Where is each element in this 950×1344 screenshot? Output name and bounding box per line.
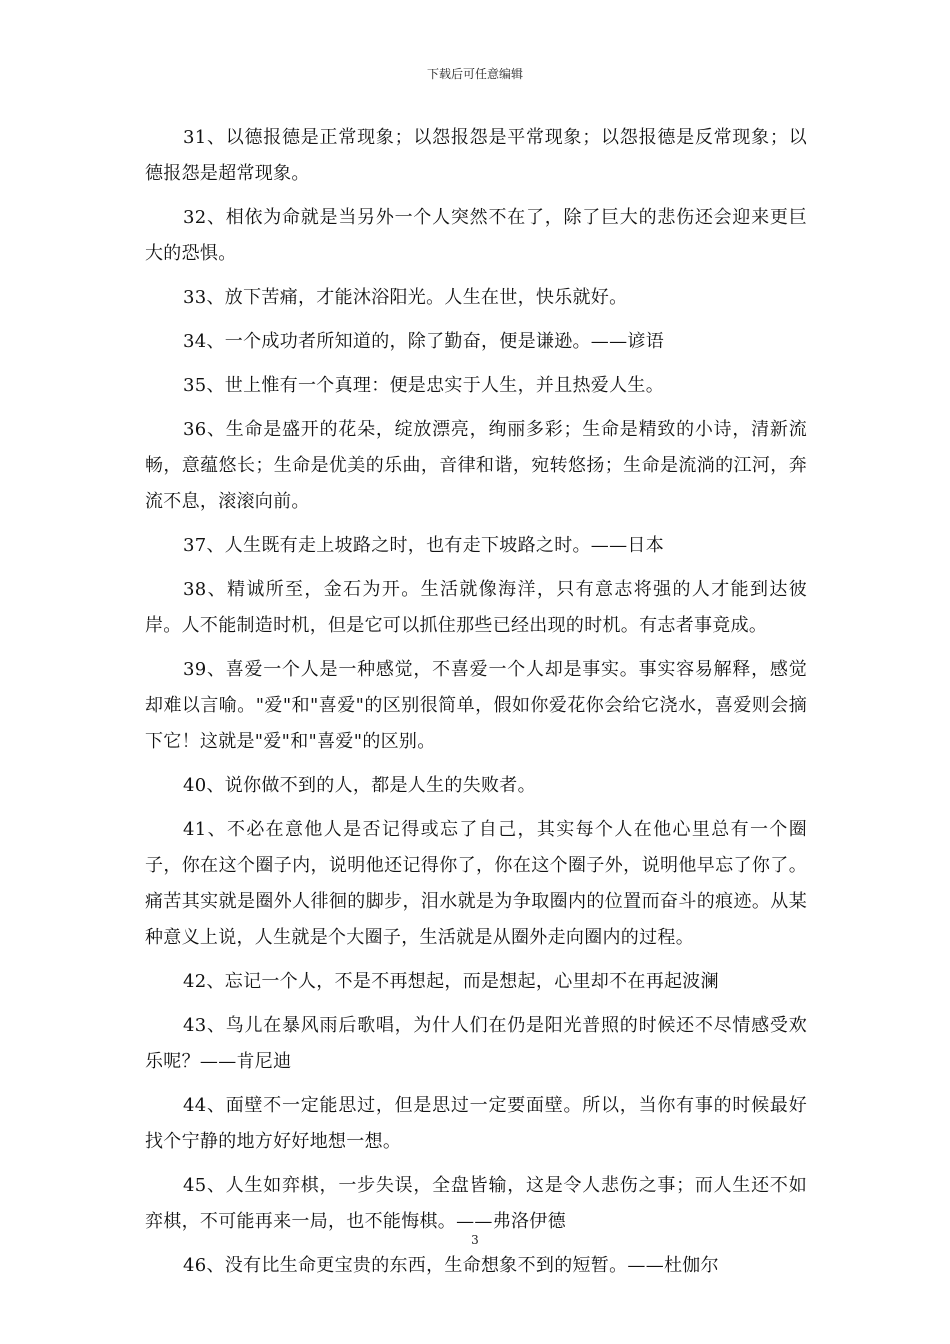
quote-paragraph: 42、忘记一个人，不是不再想起，而是想起，心里却不在再起波澜	[183, 971, 719, 992]
quote-paragraph: 35、世上惟有一个真理：便是忠实于人生，并且热爱人生。	[183, 375, 665, 396]
quote-paragraph: 39、喜爱一个人是一种感觉，不喜爱一个人却是事实。事实容易解释，感觉却难以言喻。"爱"和"喜爱"的区别很简单，假如你爱花你会给它浇水，喜爱则会摘下它！这就是"爱"和"喜爱"的区别。	[145, 659, 807, 752]
quote-paragraph: 34、一个成功者所知道的，除了勤奋，便是谦逊。——谚语	[183, 331, 665, 352]
quote-paragraph: 38、精诚所至，金石为开。生活就像海洋，只有意志将强的人才能到达彼岸。人不能制造时机，但是它可以抓住那些已经出现的时机。有志者事竟成。	[145, 579, 807, 636]
quote-paragraph: 45、人生如弈棋，一步失误，全盘皆输，这是令人悲伤之事；而人生还不如弈棋，不可能再来一局，也不能悔棋。——弗洛伊德	[145, 1175, 807, 1232]
page-header: 下载后可任意编辑	[426, 67, 523, 81]
quote-paragraph: 31、以德报德是正常现象；以怨报怨是平常现象；以怨报德是反常现象；以德报怨是超常现象。	[145, 127, 807, 184]
quote-paragraph: 46、没有比生命更宝贵的东西，生命想象不到的短暂。——杜伽尔	[183, 1255, 719, 1276]
page-number: 3	[471, 1233, 479, 1247]
document-body	[145, 120, 807, 1292]
quote-paragraph: 33、放下苦痛，才能沐浴阳光。人生在世，快乐就好。	[183, 287, 628, 308]
quote-paragraph: 40、说你做不到的人，都是人生的失败者。	[183, 775, 536, 796]
quote-paragraph: 43、鸟儿在暴风雨后歌唱，为什人们在仍是阳光普照的时候还不尽情感受欢乐呢？——肯尼迪	[145, 1015, 807, 1072]
quote-paragraph: 36、生命是盛开的花朵，绽放漂亮，绚丽多彩；生命是精致的小诗，清新流畅，意蕴悠长；生命是优美的乐曲，音律和谐，宛转悠扬；生命是流淌的江河，奔流不息，滚滚向前。	[145, 419, 807, 512]
quote-paragraph: 37、人生既有走上坡路之时，也有走下坡路之时。——日本	[183, 535, 665, 556]
quote-paragraph: 44、面壁不一定能思过，但是思过一定要面壁。所以，当你有事的时候最好找个宁静的地方好好地想一想。	[145, 1095, 807, 1152]
quote-paragraph: 32、相依为命就是当另外一个人突然不在了，除了巨大的悲伤还会迎来更巨大的恐惧。	[145, 207, 807, 264]
quote-paragraph: 41、不必在意他人是否记得或忘了自己，其实每个人在他心里总有一个圈子，你在这个圈子内，说明他还记得你了，你在这个圈子外，说明他早忘了你了。痛苦其实就是圈外人徘徊的脚步，泪水就是为争取圈内的位置而奋斗的痕迹。从某种意义上说，人生就是个大圈子，生活就是从圈外走向圈内的过程。	[145, 819, 807, 948]
